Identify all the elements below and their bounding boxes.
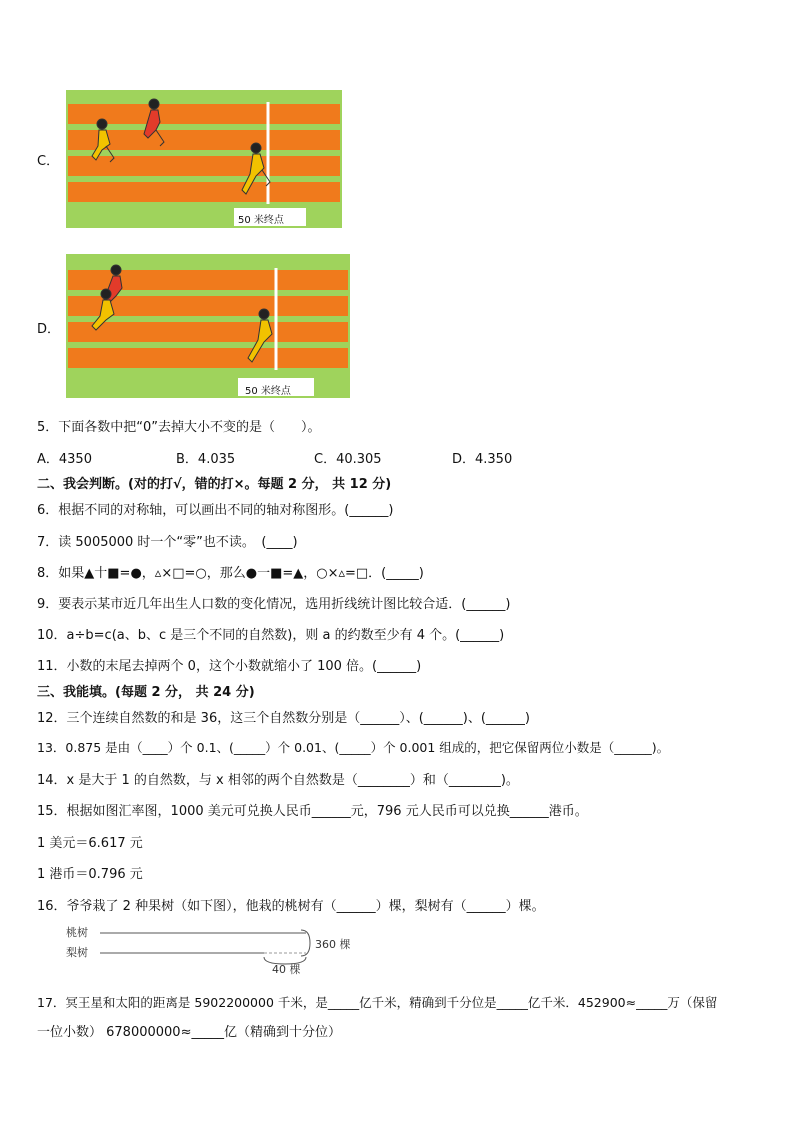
question-14: 14．x 是大于 1 的自然数，与 x 相邻的两个自然数是（________）和（________)。 [37, 773, 519, 788]
section-2-heading: 二、我会判断。(对的打√，错的打×。每题 2 分， 共 12 分) [37, 477, 392, 492]
difference-label: 40 棵 [272, 963, 301, 976]
q5-choice-a: A．4350 [37, 452, 92, 467]
exchange-rate-usd: 1 美元＝6.617 元 [37, 836, 143, 851]
section-3-heading: 三、我能填。(每题 2 分， 共 24 分) [37, 685, 255, 700]
total-trees-label: 360 棵 [315, 938, 351, 951]
option-c-label: C． [37, 154, 60, 169]
pear-tree-label: 梨树 [66, 946, 88, 959]
question-5: 5．下面各数中把“0”去掉大小不变的是（ ）。 [37, 420, 321, 435]
running-track-image-c [66, 90, 342, 228]
peach-tree-label: 桃树 [66, 926, 88, 939]
finish-sign-c: 50 米终点 [238, 215, 284, 226]
question-7: 7．读 5005000 时一个“零”也不读。 (____) [37, 535, 298, 550]
question-17-line-1: 17．冥王星和太阳的距离是 5902200000 千米，是_____亿千米，精确到千分位是_____亿千米．452900≈_____万（保留 [37, 995, 718, 1010]
question-12: 12．三个连续自然数的和是 36，这三个自然数分别是（______）、(______)、(______) [37, 711, 531, 726]
question-16: 16．爷爷栽了 2 种果树（如下图），他栽的桃树有（______）棵，梨树有（______）棵。 [37, 899, 545, 914]
finish-sign-d: 50 米终点 [245, 386, 291, 397]
question-9: 9．要表示某市近几年出生人口数的变化情况，选用折线统计图比较合适．(______) [37, 597, 511, 612]
running-track-image-d [66, 254, 350, 398]
question-15: 15．根据如图汇率图，1000 美元可兑换人民币______元，796 元人民币可以兑换______港币。 [37, 804, 588, 819]
question-17-line-2: 一位小数） 678000000≈_____亿（精确到十分位） [37, 1025, 341, 1040]
option-d-label: D． [37, 322, 61, 337]
question-10: 10．a÷b=c(a、b、c 是三个不同的自然数)，则 a 的约数至少有 4 个。(______) [37, 628, 505, 643]
q5-choice-d: D．4.350 [452, 452, 513, 467]
q5-choice-c: C．40.305 [314, 452, 382, 467]
question-11: 11．小数的末尾去掉两个 0，这个小数就缩小了 100 倍。(______) [37, 659, 422, 674]
exchange-rate-hkd: 1 港币＝0.796 元 [37, 867, 143, 882]
q5-choice-b: B．4.035 [176, 452, 236, 467]
question-8: 8．如果▲十■=●，▵×□=○，那么●一■=▲，○×▵=□．(_____) [37, 566, 424, 581]
question-13: 13．0.875 是由（____）个 0.1、(_____）个 0.01、(_____）个 0.001 组成的，把它保留两位小数是（______)。 [37, 740, 670, 755]
question-6: 6．根据不同的对称轴，可以画出不同的轴对称图形。(______) [37, 503, 394, 518]
